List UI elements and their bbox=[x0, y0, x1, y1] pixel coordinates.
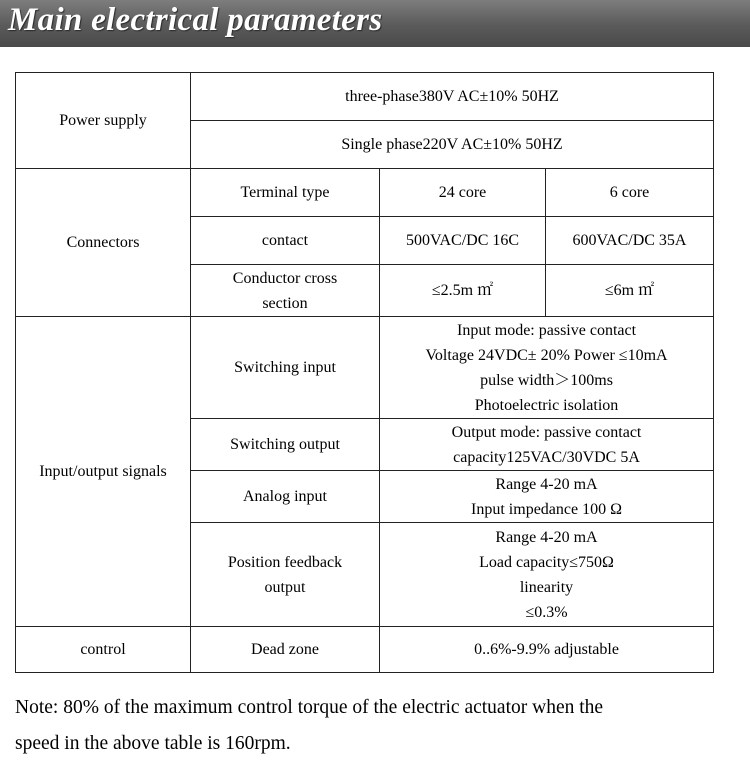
table-row bbox=[16, 317, 714, 419]
switching-input-value bbox=[380, 317, 714, 419]
power-supply-single-phase: Single phase220V AC±10% 50HZ bbox=[191, 121, 714, 169]
value-line: capacity125VAC/30VDC 5A bbox=[453, 448, 640, 466]
value-line: Range 4-20 mA bbox=[495, 528, 598, 546]
footnote-line: Note: 80% of the maximum control torque of the electric actuator when the bbox=[15, 697, 604, 718]
conductor-label-line: section bbox=[262, 294, 308, 312]
header-bar bbox=[0, 0, 750, 47]
position-feedback-value bbox=[380, 523, 714, 627]
value-line: Photoelectric isolation bbox=[474, 396, 619, 414]
contact-label: contact bbox=[191, 217, 380, 265]
analog-input-label: Analog input bbox=[191, 471, 380, 523]
connectors-label: Connectors bbox=[16, 169, 191, 317]
position-feedback-line: output bbox=[264, 578, 306, 596]
position-feedback-line: Position feedback bbox=[227, 553, 343, 571]
switching-output-value bbox=[380, 419, 714, 471]
conductor-label-line: Conductor cross bbox=[232, 269, 338, 287]
value-line: Output mode: passive contact bbox=[451, 423, 642, 441]
value-line: Voltage 24VDC± 20% Power ≤10mA bbox=[425, 346, 668, 364]
dead-zone-value: 0..6%-9.9% adjustable bbox=[380, 627, 714, 673]
table-row bbox=[16, 169, 714, 217]
conductor-cross-section-label bbox=[191, 265, 380, 317]
switching-output-label: Switching output bbox=[191, 419, 380, 471]
analog-input-value bbox=[380, 471, 714, 523]
conductor-6: ≤6m ㎡ bbox=[546, 265, 714, 317]
contact-24: 500VAC/DC 16C bbox=[380, 217, 546, 265]
control-label: control bbox=[16, 627, 191, 673]
value-line: pulse width＞100ms bbox=[480, 371, 613, 389]
dead-zone-label: Dead zone bbox=[191, 627, 380, 673]
table-row bbox=[16, 627, 714, 673]
io-signals-label: Input/output signals bbox=[16, 317, 191, 627]
value-line: Load capacity≤750Ω bbox=[479, 553, 614, 571]
value-line: linearity bbox=[519, 578, 574, 596]
parameters-table bbox=[15, 72, 714, 673]
contact-6: 600VAC/DC 35A bbox=[546, 217, 714, 265]
value-line: Input impedance 100 Ω bbox=[471, 500, 622, 518]
footnote bbox=[15, 690, 735, 762]
switching-input-label: Switching input bbox=[191, 317, 380, 419]
value-line: ≤0.3% bbox=[525, 603, 568, 621]
conductor-24: ≤2.5m ㎡ bbox=[380, 265, 546, 317]
footnote-line: speed in the above table is 160rpm. bbox=[15, 733, 291, 754]
power-supply-label: Power supply bbox=[16, 73, 191, 169]
table-row bbox=[16, 73, 714, 121]
terminal-type-label: Terminal type bbox=[191, 169, 380, 217]
terminal-type-24: 24 core bbox=[380, 169, 546, 217]
page-title: Main electrical parameters bbox=[8, 2, 383, 38]
terminal-type-6: 6 core bbox=[546, 169, 714, 217]
power-supply-three-phase: three-phase380V AC±10% 50HZ bbox=[191, 73, 714, 121]
position-feedback-label bbox=[191, 523, 380, 627]
value-line: Input mode: passive contact bbox=[456, 321, 637, 339]
value-line: Range 4-20 mA bbox=[495, 475, 598, 493]
